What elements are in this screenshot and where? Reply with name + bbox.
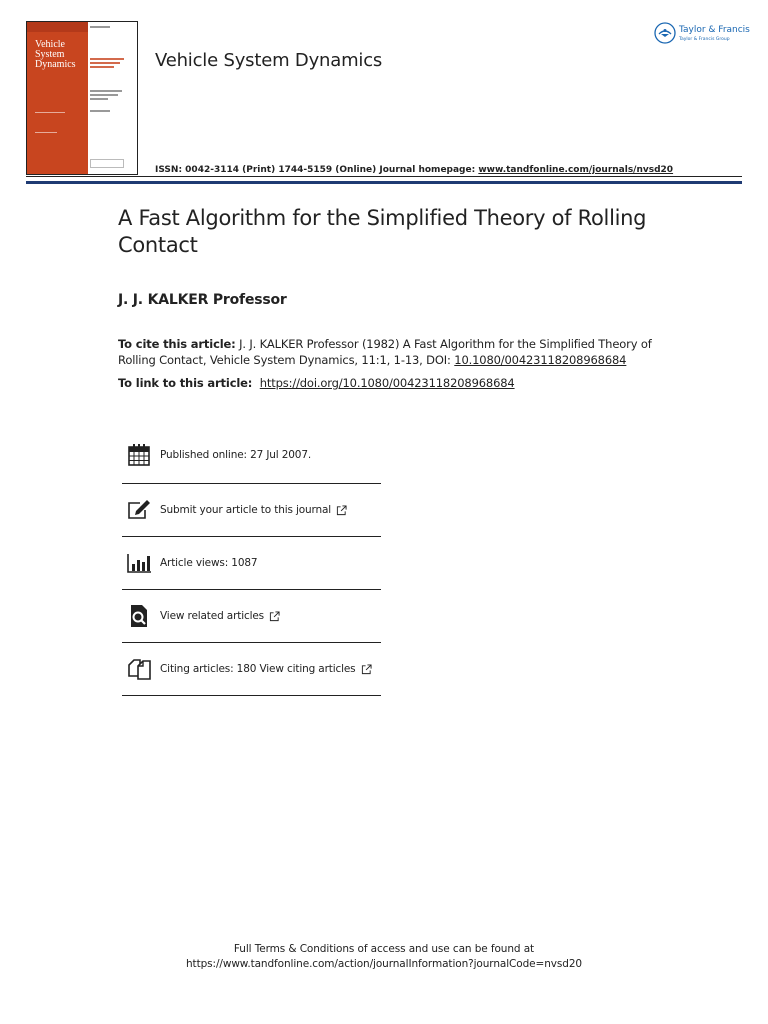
citation-label: To cite this article: — [118, 337, 236, 351]
metric-submit-article[interactable] — [122, 484, 381, 537]
issn-line — [155, 165, 673, 175]
external-link-icon — [269, 611, 280, 622]
issn-text: ISSN: 0042-3114 (Print) 1744-5159 (Online) Journal homepage: — [155, 165, 476, 175]
journal-cover-image — [26, 21, 138, 175]
article-title: A Fast Algorithm for the Simplified Theory of Rolling Contact — [118, 206, 647, 257]
terms-url[interactable]: https://www.tandfonline.com/action/journalInformation?journalCode=nvsd20 — [186, 958, 582, 970]
metric-published-online — [122, 426, 381, 484]
metric-related-articles[interactable] — [122, 590, 381, 643]
journal-homepage-link[interactable]: www.tandfonline.com/journals/nvsd20 — [478, 165, 674, 175]
citation-text: J. J. KALKER Professor (1982) A Fast Algorithm for the Simplified Theory of Rolling Contact, Vehicle System Dynamics, 11:1, 1-13, DOI: — [118, 337, 652, 367]
article-views-label: Article views: 1087 — [160, 557, 258, 569]
citation-block — [118, 336, 658, 368]
cover-red-panel — [27, 22, 88, 174]
taylor-francis-logo-icon — [654, 22, 676, 44]
terms-footer — [0, 942, 768, 972]
taylor-francis-logo[interactable] — [654, 22, 750, 44]
article-metrics-list — [122, 426, 381, 696]
cover-title: Vehicle System Dynamics — [35, 39, 76, 70]
cover-white-panel — [88, 22, 137, 174]
related-articles-label[interactable]: View related articles — [160, 610, 264, 622]
metric-article-views — [122, 537, 381, 590]
published-online-label: Published online: 27 Jul 2007. — [160, 448, 312, 461]
article-link-label: To link to this article: — [118, 376, 253, 390]
journal-title: Vehicle System Dynamics — [155, 50, 383, 71]
article-author: J. J. KALKER Professor — [118, 292, 287, 308]
calendar-icon — [126, 442, 152, 468]
bar-chart-icon — [126, 550, 152, 576]
header-rule-thin — [26, 176, 742, 177]
header-rule-accent — [26, 181, 742, 184]
citing-articles-label[interactable]: Citing articles: 180 View citing articles — [160, 663, 356, 675]
publisher-group: Taylor & Francis Group — [679, 36, 730, 42]
citing-articles-icon — [126, 656, 152, 682]
external-link-icon — [336, 505, 347, 516]
publisher-name: Taylor & Francis — [679, 24, 750, 35]
article-link-line — [118, 376, 515, 390]
search-document-icon — [126, 603, 152, 629]
terms-text: Full Terms & Conditions of access and use can be found at — [233, 943, 535, 955]
submit-article-label[interactable]: Submit your article to this journal — [160, 504, 332, 516]
citation-doi-link[interactable]: 10.1080/00423118208968684 — [454, 353, 627, 367]
external-link-icon — [361, 664, 372, 675]
article-doi-link[interactable]: https://doi.org/10.1080/00423118208968684 — [259, 376, 515, 390]
edit-icon — [126, 497, 152, 523]
metric-citing-articles[interactable] — [122, 643, 381, 696]
